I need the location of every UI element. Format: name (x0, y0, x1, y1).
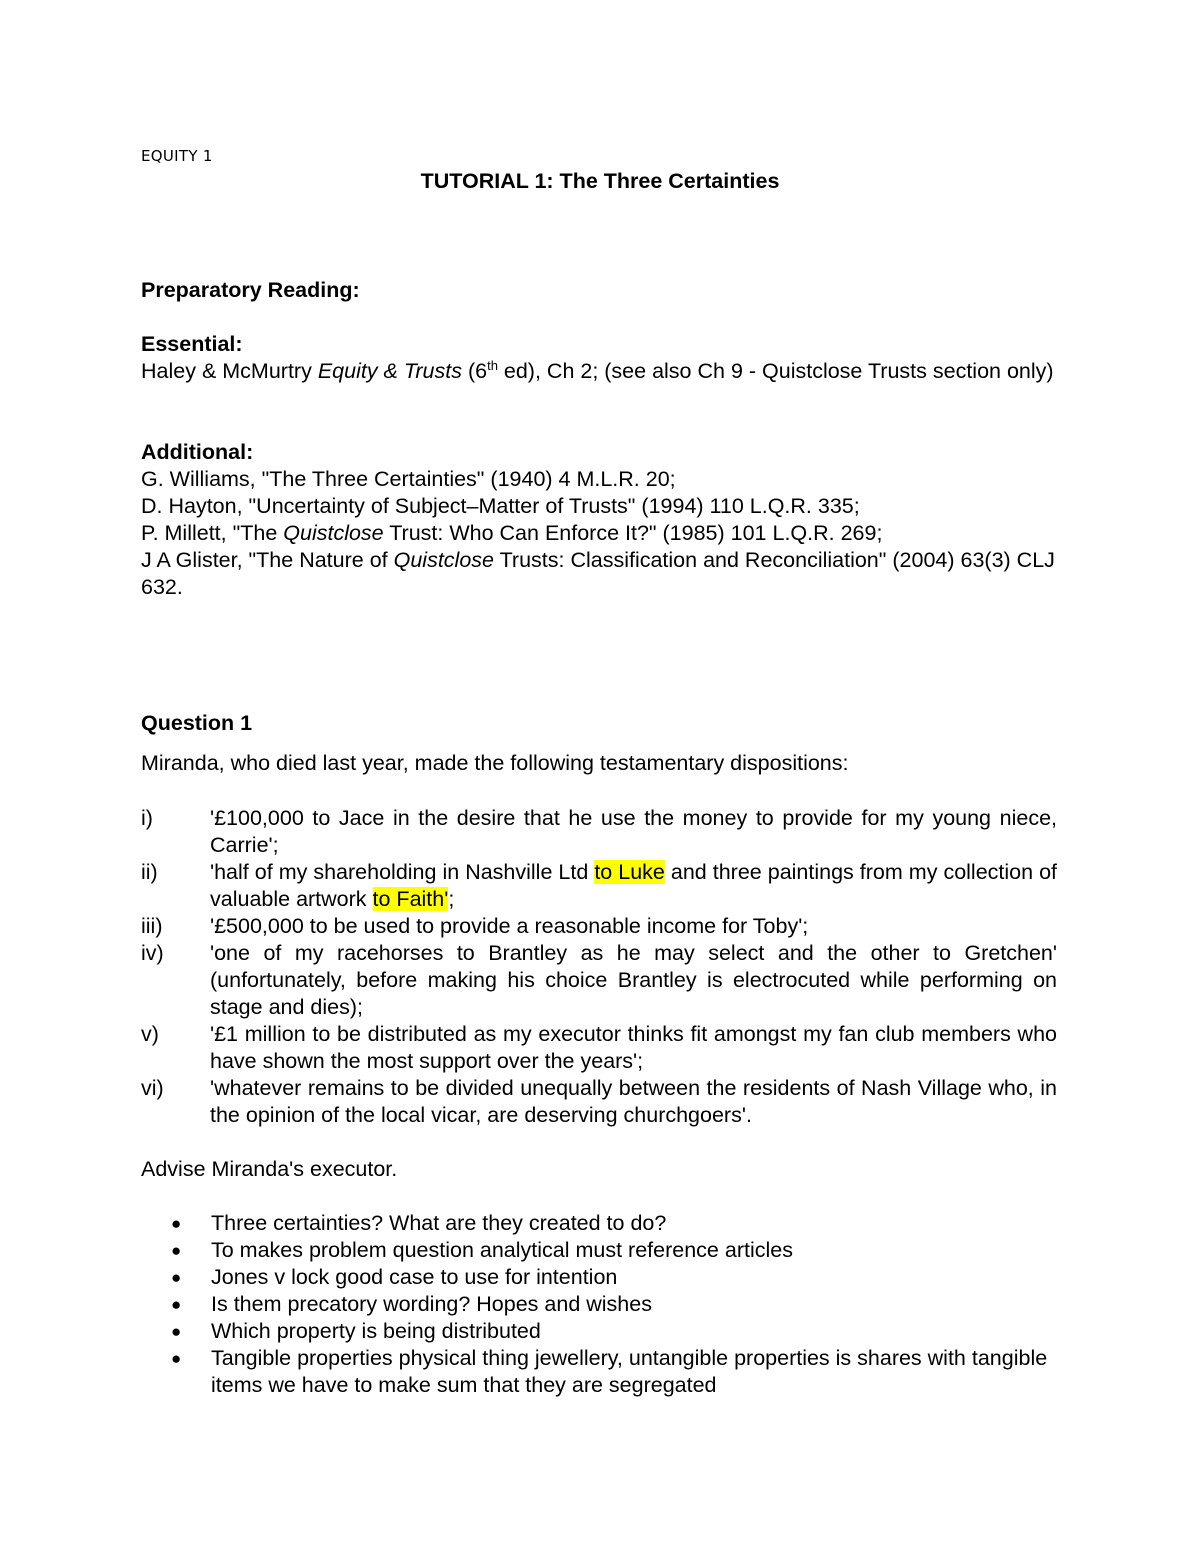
bullet-icon: ● (171, 1295, 182, 1314)
page-header: EQUITY 1 (141, 147, 213, 165)
highlight-to-luke: to Luke (594, 860, 665, 884)
list-item: ● To makes problem question analytical must reference articles (171, 1238, 793, 1262)
bullet-icon: ● (171, 1241, 182, 1260)
item-number: i) (141, 806, 153, 830)
item-text: '£500,000 to be used to provide a reasonable income for Toby'; (210, 914, 809, 938)
essential-heading: Essential: (141, 332, 243, 356)
additional-heading: Additional: (141, 440, 254, 464)
reference-hayton: D. Hayton, "Uncertainty of Subject–Matter of Trusts" (1994) 110 L.Q.R. 335; (141, 494, 860, 518)
item-number: vi) (141, 1076, 164, 1100)
preparatory-reading-heading: Preparatory Reading: (141, 278, 360, 302)
bullet-icon: ● (171, 1322, 182, 1341)
book-title: Equity & Trusts (317, 359, 462, 383)
list-item: ● Which property is being distributed (171, 1319, 541, 1343)
question-heading: Question 1 (141, 711, 253, 735)
item-number: iv) (141, 941, 164, 965)
bullet-icon: ● (171, 1268, 182, 1287)
item-text: '£1 million to be distributed as my executor thinks fit amongst my fan club members who have shown the most support over the years'; (210, 1022, 1057, 1073)
list-item: ● Is them precatory wording? Hopes and wishes (171, 1292, 652, 1316)
question-intro: Miranda, who died last year, made the following testamentary dispositions: (141, 751, 849, 775)
item-number: ii) (141, 860, 158, 884)
list-item: ● Jones v lock good case to use for intention (171, 1265, 618, 1289)
bullet-icon: ● (171, 1214, 182, 1233)
item-text: 'half of my shareholding in Nashville Ltd to Luke and three paintings from my collection of valuable artwork to Faith'; (210, 860, 1058, 911)
reference-millett: P. Millett, "The Quistclose Trust: Who Can Enforce It?" (1985) 101 L.Q.R. 269; (141, 521, 883, 545)
reference-williams: G. Williams, "The Three Certainties" (1940) 4 M.L.R. 20; (141, 467, 676, 491)
item-text: 'one of my racehorses to Brantley as he may select and the other to Gretchen' (unfortunately, before making his choice Brantley is electrocuted while performing on stage and dies); (210, 941, 1057, 1019)
additional-references (141, 466, 1057, 601)
page-title: TUTORIAL 1: The Three Certainties (420, 169, 780, 193)
essential-reading: Haley & McMurtry Equity & Trusts (6th ed), Ch 2; (see also Ch 9 - Quistclose Trusts section only) (141, 357, 1054, 383)
item-text: 'whatever remains to be divided unequally between the residents of Nash Village who, in the opinion of the local vicar, are deserving churchgoers'. (210, 1076, 1057, 1127)
item-number: v) (141, 1022, 159, 1046)
list-item: ● Three certainties? What are they created to do? (171, 1211, 667, 1235)
reference-glister: J A Glister, "The Nature of Quistclose Trusts: Classification and Reconciliation" (2004) 63(3) CLJ 632. (141, 548, 1055, 599)
item-text: '£100,000 to Jace in the desire that he use the money to provide for my young niece, Carrie'; (210, 806, 1057, 857)
item-number: iii) (141, 914, 163, 938)
advise-instruction: Advise Miranda's executor. (141, 1157, 398, 1181)
notes-list (141, 1210, 1057, 1399)
highlight-to-faith: to Faith' (372, 887, 449, 911)
bullet-icon: ● (171, 1349, 182, 1368)
list-item: ● Tangible properties physical thing jewellery, untangible properties is shares with tangible items we have to make sum that they are segregated (171, 1346, 1048, 1397)
